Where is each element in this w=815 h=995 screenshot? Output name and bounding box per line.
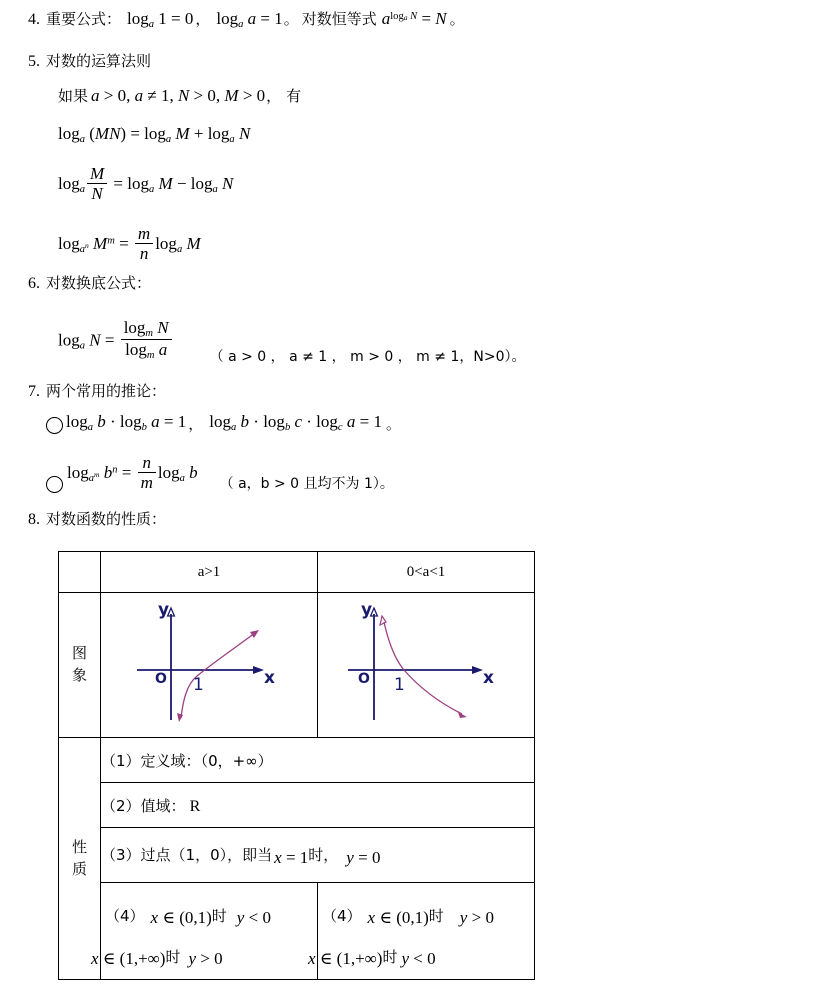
item-7-label: 两个常用的推论： bbox=[46, 382, 167, 400]
rule-power: loga$^n$ $M^m$ = $\frac{m}{n}$ $\log_a M$ bbox=[58, 223, 201, 264]
corollary-2-formula: loga$^m$ $b^n$ = $\frac{n}{m}$ $\log_a b$ bbox=[67, 452, 198, 493]
corollary-1-formula-1: $\log_a b \cdot \log_b a = 1$ bbox=[66, 412, 187, 434]
item-4-label: 重要公式： bbox=[46, 10, 122, 28]
property-4-left-line1: （4） x ∈ (0,1)时 y < 0 bbox=[105, 906, 271, 927]
property-4-index-left: （4） bbox=[105, 906, 145, 925]
formula-log-a-a: $\log_a a = 1$ bbox=[216, 9, 283, 30]
condition-prefix: 如果 bbox=[58, 87, 89, 105]
corollary-1-formula-2: $\log_a b \cdot \log_b c \cdot \log_c a = 1$ bbox=[209, 412, 382, 434]
row-label-graph bbox=[59, 593, 101, 738]
property-2-value: R bbox=[189, 797, 201, 815]
x-intercept-label: 1 bbox=[193, 675, 204, 695]
y-axis-label: y bbox=[361, 600, 373, 620]
x-axis-arrow bbox=[472, 666, 483, 674]
table-graph-row bbox=[59, 593, 535, 738]
property-sign-cell-left bbox=[91, 883, 318, 980]
property-point-cell bbox=[101, 828, 535, 883]
formula-log-a-1: $\log_a 1 = 0$ bbox=[127, 9, 194, 30]
header-empty-cell bbox=[59, 552, 101, 593]
row-label-properties bbox=[59, 738, 101, 980]
x-axis-label: x bbox=[264, 668, 275, 688]
origin-label: O bbox=[358, 671, 370, 687]
item-8-number: 8. bbox=[28, 511, 40, 528]
table-property-row-4 bbox=[59, 883, 535, 980]
y-axis-label: y bbox=[158, 600, 170, 620]
item-5-condition bbox=[58, 85, 301, 106]
property-1-value: （0，+∞） bbox=[200, 751, 273, 770]
curve-arrow-start bbox=[177, 713, 183, 722]
item-6-label: 对数换底公式： bbox=[46, 274, 152, 292]
item-5-label: 对数的运算法则 bbox=[46, 52, 152, 70]
curve-arrow-end bbox=[458, 712, 467, 718]
log-function-properties-table bbox=[58, 551, 535, 980]
property-4-index-right: （4） bbox=[322, 906, 362, 925]
identity-label: 对数恒等式 bbox=[301, 10, 377, 28]
property-range-cell bbox=[101, 783, 535, 828]
period-1: 。 bbox=[283, 10, 299, 28]
x-axis-arrow bbox=[253, 666, 264, 674]
property-4-right-line2: x ∈ (1,+∞)时 y < 0 bbox=[308, 948, 436, 969]
corollary-1-separator: ， bbox=[188, 415, 204, 433]
corollary-1-period: 。 bbox=[385, 415, 401, 433]
list-item-7 bbox=[28, 380, 166, 401]
curve-arrow-end bbox=[250, 630, 259, 638]
graph-decreasing-svg bbox=[326, 596, 526, 734]
item-4-number: 4. bbox=[28, 11, 40, 28]
property-3-index: （3） bbox=[101, 846, 141, 865]
row-label-graph-text: 图 象 bbox=[71, 644, 87, 684]
item-8-label: 对数函数的性质： bbox=[46, 510, 167, 528]
corollary-1 bbox=[46, 413, 401, 434]
property-2-index: （2） bbox=[101, 796, 141, 815]
property-2-name: 值域： bbox=[140, 796, 186, 815]
log-curve-decreasing bbox=[384, 622, 462, 714]
rule-quotient: $\log_a$ $\frac{M}{N}$ = $\log_a M - \log_a N$ bbox=[58, 163, 234, 204]
table-property-row-1 bbox=[59, 738, 535, 783]
condition-tail: 有 bbox=[286, 87, 302, 105]
shi-right-1: 时 bbox=[428, 906, 444, 925]
list-item-4 bbox=[28, 8, 465, 30]
shi-right-2: 时 bbox=[382, 948, 398, 966]
property-3-result: y = 0 bbox=[346, 847, 381, 867]
graph-cell-decreasing bbox=[318, 593, 535, 738]
item-5-number: 5. bbox=[28, 53, 40, 70]
property-domain-cell bbox=[101, 738, 535, 783]
property-3-name: 过点（1，0），即当 bbox=[140, 846, 273, 865]
condition-expression: a > 0, a ≠ 1, N > 0, M > 0 bbox=[91, 86, 266, 105]
table-header-row bbox=[59, 552, 535, 593]
graph-cell-increasing bbox=[101, 593, 318, 738]
property-1-name: 定义域： bbox=[140, 751, 201, 770]
property-4-right-line1: （4） x ∈ (0,1)时 y > 0 bbox=[322, 906, 494, 927]
item-7-number: 7. bbox=[28, 383, 40, 400]
shi-left-2: 时 bbox=[165, 948, 181, 966]
shi-left-1: 时 bbox=[211, 906, 227, 925]
condition-comma: ， bbox=[266, 87, 282, 105]
origin-label: O bbox=[155, 671, 167, 687]
row-label-properties-text: 性 质 bbox=[71, 837, 87, 878]
formula-change-of-base: $\log_a N$ = $\frac{\log_m N}{\log_m a}$ bbox=[58, 320, 174, 363]
comma-1: ， bbox=[195, 10, 211, 28]
header-case-0-lt-a-lt-1: 0<a<1 bbox=[318, 552, 535, 593]
formula-log-identity: $a^{loga N} = N$ bbox=[381, 9, 447, 28]
x-axis-label: x bbox=[483, 668, 494, 688]
property-3-shi: 时， bbox=[308, 846, 339, 865]
corollary-2-conditions: （ a，b > 0 且均不为 1）。 bbox=[219, 476, 394, 493]
property-sign-cell-right bbox=[308, 883, 535, 980]
item-6-number: 6. bbox=[28, 275, 40, 292]
graph-increasing-svg bbox=[109, 596, 309, 734]
list-item-6 bbox=[28, 272, 151, 293]
header-case-a-gt-1: a>1 bbox=[101, 552, 318, 593]
change-of-base-conditions: （ a > 0 ， a ≠ 1 ， m > 0 ， m ≠ 1，N>0）。 bbox=[209, 348, 526, 365]
curve-arrow-start bbox=[380, 616, 386, 625]
x-intercept-label: 1 bbox=[394, 675, 405, 695]
rule-product: $\log_a (MN) = \log_a M + \log_a N$ bbox=[58, 124, 251, 145]
list-item-8 bbox=[28, 508, 166, 529]
property-1-index: （1） bbox=[101, 751, 141, 770]
list-item-5 bbox=[28, 50, 151, 71]
table-property-row-2 bbox=[59, 783, 535, 828]
corollary-2-marker bbox=[46, 476, 63, 493]
property-3-expression: x = 1 bbox=[274, 847, 309, 867]
table-property-row-3 bbox=[59, 828, 535, 883]
property-4-left-line2: x ∈ (1,+∞)时 y > 0 bbox=[91, 948, 223, 969]
corollary-2 bbox=[46, 452, 394, 493]
period-2: 。 bbox=[449, 10, 465, 28]
change-of-base-line bbox=[58, 317, 526, 365]
corollary-1-marker bbox=[46, 417, 63, 434]
